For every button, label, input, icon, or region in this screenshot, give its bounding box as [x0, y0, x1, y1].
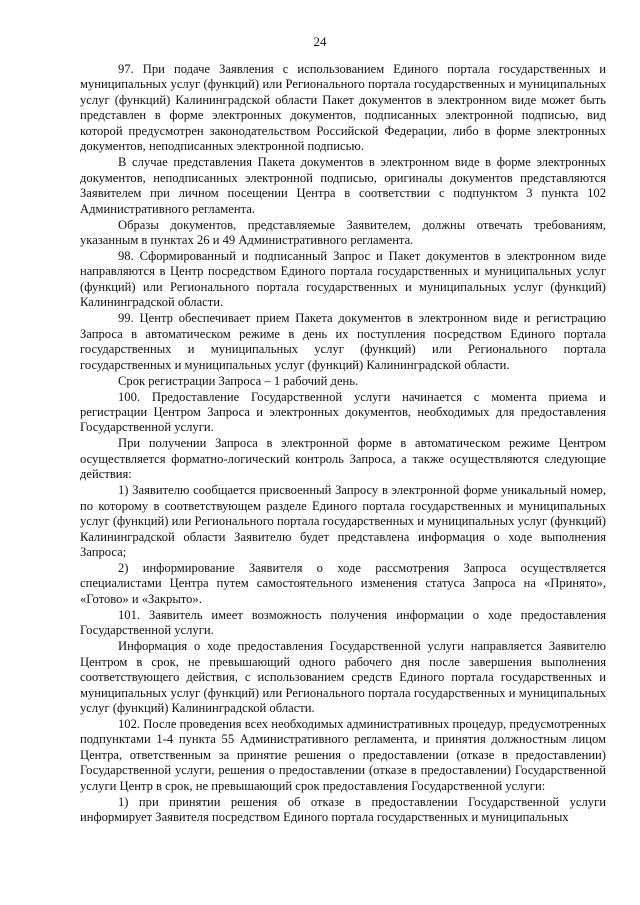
paragraph-100: 100. Предоставление Государственной услуги начинается с момента приема и регистрации Центром Запроса и электронных документов, необходимых для предоставления Государственной услуги.	[80, 389, 606, 435]
paragraph-99-term: Срок регистрации Запроса – 1 рабочий день.	[118, 373, 359, 388]
paragraph-100-item-1: 1) Заявителю сообщается присвоенный Запросу в электронной форме уникальный номер, по которому в соответствующем разделе Единого портала государственных и муниципальных услуг (функций) или Регионального портала государственных и муниципальных услуг (функций) Калининградской области Заявителю будет представлена информация о ходе выполнения Запроса;	[80, 483, 606, 560]
paragraph-101-info: Информация о ходе предоставления Государственной услуги направляется Заявителю Центром в срок, не превышающий одного рабочего дня после завершения выполнения соответствующего действия, с использованием средств Единого портала государственных и муниципальных услуг (функций) или Регионального портала государственных и муниципальных услуг (функций) Калининградской области.	[80, 639, 606, 716]
document-body	[80, 62, 606, 826]
paragraph-97: 97. При подаче Заявления с использованием Единого портала государственных и муниципальных услуг (функций) или Регионального портала государственных и муниципальных услуг (функций) Калининградской области Пакет документов в электронном виде может быть представлен в форме электронных документов, подписанных электронной подписью, вид которой предусмотрен законодательством Российской Федерации, либо в форме электронных документов, неподписанных электронной подписью.	[80, 62, 606, 154]
paragraph-99: 99. Центр обеспечивает прием Пакета документов в электронном виде и регистрацию Запроса в автоматическом режиме в день их поступления посредством Единого портала государственных и муниципальных услуг (функций) или Регионального портала государственных и муниципальных услуг (функций) Калининградской области.	[80, 311, 606, 372]
paragraph-97-originals: В случае представления Пакета документов в электронном виде в форме электронных документов, неподписанных электронной подписью, оригиналы документов представляются Заявителем при личном посещении Центра в соответствии с подпунктом 3 пункта 102 Административного регламента.	[80, 155, 606, 216]
paragraph-100-control: При получении Запроса в электронной форме в автоматическом режиме Центром осуществляется форматно-логический контроль Запроса, а также осуществляются следующие действия:	[80, 436, 606, 482]
paragraph-98: 98. Сформированный и подписанный Запрос и Пакет документов в электронном виде направляются в Центр посредством Единого портала государственных и муниципальных услуг (функций) или Регионального портала государственных и муниципальных услуг (функций) Калининградской области.	[80, 248, 606, 310]
paragraph-102-item-1: 1) при принятии решения об отказе в предоставлении Государственной услуги информирует Заявителя посредством Единого портала государственных и муниципальных	[80, 794, 606, 825]
paragraph-101: 101. Заявитель имеет возможность получения информации о ходе предоставления Государственной услуги.	[80, 607, 606, 638]
paragraph-100-item-2: 2) информирование Заявителя о ходе рассмотрения Запроса осуществляется специалистами Центра путем самостоятельного изменения статуса Запроса на «Принято», «Готово» и «Закрыто».	[80, 561, 606, 606]
paragraph-102: 102. После проведения всех необходимых административных процедур, предусмотренных подпунктами 1-4 пункта 55 Административного регламента, и принятия должностным лицом Центра, ответственным за принятие решения о предоставлении (отказе в предоставлении) Государственной услуги, решения о предоставлении (отказе в предоставлении) Государственной услуги Центр в срок, не превышающий срок предоставления Государственной услуги:	[80, 717, 606, 793]
paragraph-97-images: Образы документов, представляемые Заявителем, должны отвечать требованиям, указанным в пунктах 26 и 49 Административного регламента.	[80, 217, 606, 247]
page-number: 24	[313, 34, 327, 49]
